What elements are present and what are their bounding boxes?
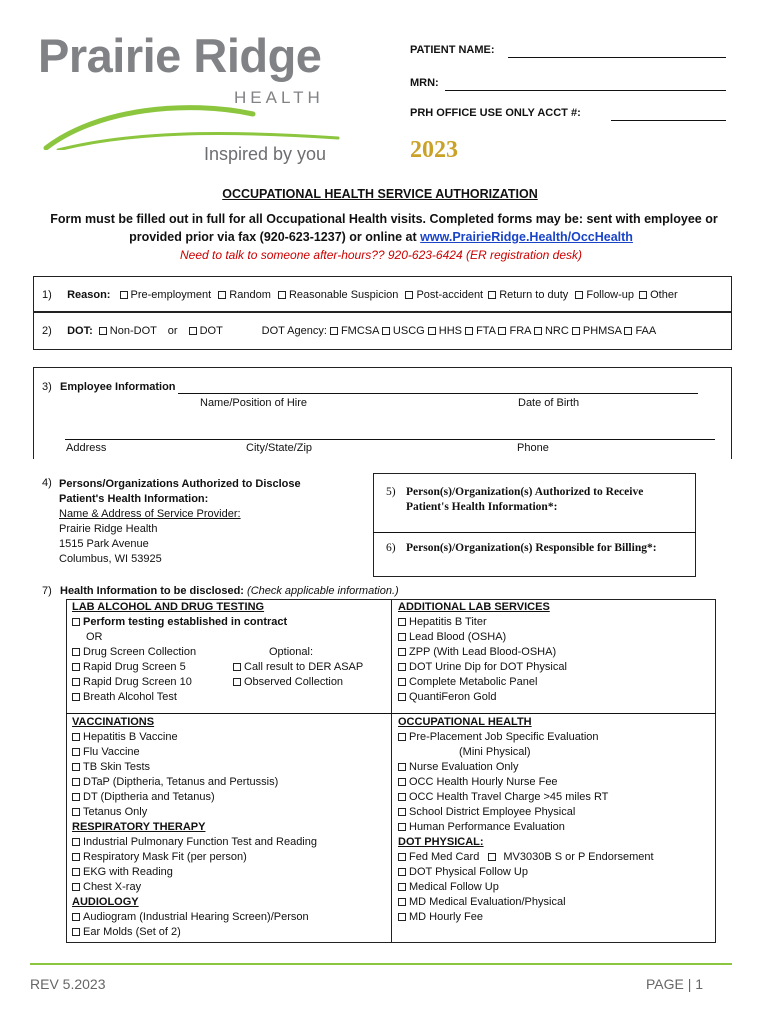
respiratory-heading: RESPIRATORY THERAPY <box>72 821 206 833</box>
reason-option[interactable]: Random <box>218 289 271 301</box>
occ-item[interactable]: Pre-Placement Job Specific Evaluation <box>398 730 654 745</box>
agency-option[interactable]: USCG <box>382 325 425 337</box>
reason-option[interactable]: Pre-employment <box>120 289 212 301</box>
employee-info-label: Employee Information <box>60 381 176 393</box>
address-caption: Address <box>66 442 107 454</box>
checkbox-icon[interactable] <box>398 808 406 816</box>
vaccination-item[interactable]: TB Skin Tests <box>72 760 317 775</box>
agency-option[interactable]: PHMSA <box>572 325 622 337</box>
instructions-prefix: provided prior via fax (920-623-1237) or online at <box>129 230 421 244</box>
instructions-line1: Form must be filled out in full for all Occupational Health visits. Completed forms may be: sent with employee or <box>50 212 718 226</box>
checkbox-icon[interactable] <box>398 763 406 771</box>
checkbox-icon[interactable] <box>488 853 496 861</box>
checkbox-icon[interactable] <box>575 291 583 299</box>
checkbox-icon[interactable] <box>398 648 406 656</box>
billing-title: Person(s)/Organization(s) Responsible for Billing*: <box>406 542 657 554</box>
agency-option[interactable]: FMCSA <box>330 325 379 337</box>
agency-option[interactable]: FTA <box>465 325 495 337</box>
receive-block: 5) Person(s)/Organization(s) Authorized to Receive Patient's Health Information*: <box>386 486 644 513</box>
reason-row <box>42 289 678 301</box>
or-text: or <box>167 325 178 337</box>
receive-title-1: Person(s)/Organization(s) Authorized to Receive <box>406 486 644 498</box>
receive-title-2: Patient's Health Information*: <box>406 501 558 513</box>
dot-option[interactable]: DOT <box>189 325 223 337</box>
checkbox-icon[interactable] <box>72 868 80 876</box>
lab-item[interactable]: QuantiFeron Gold <box>398 690 567 705</box>
occhealth-link[interactable]: www.PrairieRidge.Health/OccHealth <box>420 230 633 244</box>
vaccinations-section <box>72 715 317 940</box>
agency-option[interactable]: FRA <box>498 325 530 337</box>
checkbox-icon[interactable] <box>72 648 80 656</box>
occ-item[interactable]: Nurse Evaluation Only <box>398 760 654 775</box>
checkbox-icon[interactable] <box>72 678 80 686</box>
checkbox-icon[interactable] <box>72 928 80 936</box>
page-number: PAGE | 1 <box>646 976 704 992</box>
section-2-number: 2) <box>42 325 52 337</box>
checkbox-icon[interactable] <box>498 327 506 335</box>
section-7-number: 7) <box>42 585 52 597</box>
checkbox-icon[interactable] <box>488 291 496 299</box>
respiratory-item[interactable]: Industrial Pulmonary Function Test and Reading <box>72 835 317 850</box>
lab-item[interactable]: Observed Collection <box>233 675 363 690</box>
checkbox-icon[interactable] <box>72 853 80 861</box>
lab-item[interactable]: Rapid Drug Screen 10 <box>72 675 287 690</box>
checkbox-icon[interactable] <box>624 327 632 335</box>
nondot-option[interactable]: Non-DOT <box>99 325 157 337</box>
checkbox-icon[interactable] <box>233 663 241 671</box>
vaccinations-heading: VACCINATIONS <box>72 716 155 728</box>
logo-name: Prairie Ridge <box>38 29 322 82</box>
dot-physical-heading: DOT PHYSICAL: <box>398 836 484 848</box>
footer-rule <box>30 963 732 965</box>
checkbox-icon[interactable] <box>189 327 197 335</box>
lab-item[interactable]: Breath Alcohol Test <box>72 690 287 705</box>
logo-tagline: Inspired by you <box>204 144 327 164</box>
checkbox-icon[interactable] <box>72 793 80 801</box>
grid-horizontal-divider <box>66 713 716 714</box>
acct-field[interactable] <box>611 120 726 121</box>
dot-row <box>42 325 656 337</box>
audiology-item[interactable]: Ear Molds (Set of 2) <box>72 925 317 940</box>
phone-caption: Phone <box>517 442 549 454</box>
checkbox-icon[interactable] <box>428 327 436 335</box>
respiratory-item[interactable]: EKG with Reading <box>72 865 317 880</box>
dob-caption: Date of Birth <box>518 397 580 409</box>
checkbox-icon[interactable] <box>398 693 406 701</box>
occ-item[interactable]: School District Employee Physical <box>398 805 654 820</box>
lab-optional <box>233 645 363 690</box>
provider-street: 1515 Park Avenue <box>59 538 149 550</box>
name-position-field[interactable] <box>178 393 698 394</box>
checkbox-icon[interactable] <box>72 618 80 626</box>
vaccination-item[interactable]: Tetanus Only <box>72 805 317 820</box>
acct-label: PRH OFFICE USE ONLY ACCT #: <box>410 107 581 119</box>
respiratory-item[interactable]: Chest X-ray <box>72 880 317 895</box>
dot-physical-item[interactable]: MD Hourly Fee <box>398 910 654 925</box>
dot-physical-item[interactable]: MD Medical Evaluation/Physical <box>398 895 654 910</box>
additional-lab-heading: ADDITIONAL LAB SERVICES <box>398 601 550 613</box>
checkbox-icon[interactable] <box>398 898 406 906</box>
lab-testing-heading: LAB ALCOHOL AND DRUG TESTING <box>72 601 265 613</box>
dot-label: DOT: <box>67 325 93 337</box>
dot-physical-item[interactable]: Medical Follow Up <box>398 880 654 895</box>
occ-item[interactable]: OCC Health Travel Charge >45 miles RT <box>398 790 654 805</box>
checkbox-icon[interactable] <box>639 291 647 299</box>
checkbox-icon[interactable] <box>398 793 406 801</box>
lab-item[interactable]: Complete Metabolic Panel <box>398 675 567 690</box>
section-3-number: 3) <box>42 381 52 393</box>
checkbox-icon[interactable] <box>72 808 80 816</box>
checkbox-icon[interactable] <box>72 913 80 921</box>
city-state-zip-caption: City/State/Zip <box>246 442 313 454</box>
checkbox-icon[interactable] <box>398 633 406 641</box>
occ-health-heading: OCCUPATIONAL HEALTH <box>398 716 532 728</box>
vaccination-item[interactable]: Flu Vaccine <box>72 745 317 760</box>
grid-vertical-divider <box>391 599 392 943</box>
lab-item[interactable]: Perform testing established in contract <box>72 615 287 630</box>
lab-item[interactable]: Call result to DER ASAP <box>233 660 363 675</box>
checkbox-icon[interactable] <box>72 663 80 671</box>
dot-physical-item[interactable]: Fed Med Card MV3030B S or P Endorsement <box>398 850 654 865</box>
checkbox-icon[interactable] <box>72 763 80 771</box>
reason-option[interactable]: Other <box>639 289 678 301</box>
checkbox-icon[interactable] <box>398 883 406 891</box>
section-4-number: 4) <box>42 477 52 489</box>
checkbox-icon[interactable] <box>534 327 542 335</box>
additional-lab-section <box>398 600 567 705</box>
section-1-number: 1) <box>42 289 52 301</box>
health-info-heading: Health Information to be disclosed: (Check applicable information.) <box>60 585 399 597</box>
agency-option[interactable]: NRC <box>534 325 569 337</box>
checkbox-icon[interactable] <box>405 291 413 299</box>
disclose-title-2: Patient's Health Information: <box>59 493 209 505</box>
checkbox-icon[interactable] <box>382 327 390 335</box>
lab-item[interactable]: Rapid Drug Screen 5 <box>72 660 287 675</box>
checkbox-icon[interactable] <box>398 823 406 831</box>
audiology-item[interactable]: Audiogram (Industrial Hearing Screen)/Person <box>72 910 317 925</box>
vaccination-item[interactable]: DT (Diptheria and Tetanus) <box>72 790 317 805</box>
lab-item[interactable]: Lead Blood (OSHA) <box>398 630 567 645</box>
provider-city: Columbus, WI 53925 <box>59 553 162 565</box>
checkbox-icon[interactable] <box>99 327 107 335</box>
reason-option[interactable]: Follow-up <box>575 289 634 301</box>
occ-item[interactable]: OCC Health Hourly Nurse Fee <box>398 775 654 790</box>
checkbox-icon[interactable] <box>398 618 406 626</box>
checkbox-icon[interactable] <box>233 678 241 686</box>
checkbox-icon[interactable] <box>398 663 406 671</box>
checkbox-icon[interactable] <box>72 883 80 891</box>
patient-name-label: PATIENT NAME: <box>410 44 495 56</box>
reason-option[interactable]: Return to duty <box>488 289 568 301</box>
checkbox-icon[interactable] <box>465 327 473 335</box>
checkbox-icon[interactable] <box>398 778 406 786</box>
vaccination-item[interactable]: Hepatitis B Vaccine <box>72 730 317 745</box>
checkbox-icon[interactable] <box>72 778 80 786</box>
agency-option[interactable]: FAA <box>624 325 656 337</box>
reason-option[interactable]: Post-accident <box>405 289 483 301</box>
checkbox-icon[interactable] <box>72 733 80 741</box>
logo-health: HEALTH <box>234 88 324 107</box>
reason-label: Reason: <box>67 289 111 301</box>
mrn-field[interactable] <box>445 90 726 91</box>
checkbox-icon[interactable] <box>218 291 226 299</box>
reason-option[interactable]: Reasonable Suspicion <box>278 289 398 301</box>
lab-item[interactable]: Drug Screen Collection <box>72 645 287 660</box>
mini-physical-note: (Mini Physical) <box>459 746 531 758</box>
checkbox-icon[interactable] <box>278 291 286 299</box>
name-position-caption: Name/Position of Hire <box>200 397 307 409</box>
vaccination-item[interactable]: DTaP (Diptheria, Tetanus and Pertussis) <box>72 775 317 790</box>
occ-item[interactable]: Human Performance Evaluation <box>398 820 654 835</box>
checkbox-icon[interactable] <box>398 678 406 686</box>
form-title: OCCUPATIONAL HEALTH SERVICE AUTHORIZATION <box>222 187 538 201</box>
lab-or: OR <box>86 631 103 643</box>
checkbox-icon[interactable] <box>72 748 80 756</box>
respiratory-item[interactable]: Respiratory Mask Fit (per person) <box>72 850 317 865</box>
receive-billing-divider <box>373 532 696 533</box>
lab-item[interactable]: DOT Urine Dip for DOT Physical <box>398 660 567 675</box>
lab-item[interactable]: ZPP (With Lead Blood-OSHA) <box>398 645 567 660</box>
year-label: 2023 <box>410 137 458 163</box>
provider-subheading: Name & Address of Service Provider: <box>59 508 241 520</box>
checkbox-icon[interactable] <box>398 853 406 861</box>
occ-health-section <box>398 715 654 925</box>
billing-block: 6) Person(s)/Organization(s) Responsible for Billing*: <box>386 542 657 554</box>
instructions-line2 <box>0 230 762 244</box>
checkbox-icon[interactable] <box>72 838 80 846</box>
logo <box>38 28 348 168</box>
patient-name-field[interactable] <box>508 57 726 58</box>
lab-item[interactable]: Hepatitis B Titer <box>398 615 567 630</box>
dot-agency-label: DOT Agency: <box>261 325 327 337</box>
provider-name: Prairie Ridge Health <box>59 523 158 535</box>
checkbox-icon[interactable] <box>398 868 406 876</box>
after-hours-note: Need to talk to someone after-hours?? 920-623-6424 (ER registration desk) <box>179 248 582 262</box>
disclose-title-1: Persons/Organizations Authorized to Disclose <box>59 478 301 490</box>
checkbox-icon[interactable] <box>572 327 580 335</box>
mrn-label: MRN: <box>410 77 439 89</box>
checkbox-icon[interactable] <box>398 913 406 921</box>
checkbox-icon[interactable] <box>72 693 80 701</box>
checkbox-icon[interactable] <box>330 327 338 335</box>
revision-label: REV 5.2023 <box>30 976 106 992</box>
dot-physical-item[interactable]: DOT Physical Follow Up <box>398 865 654 880</box>
address-field[interactable] <box>65 439 715 440</box>
checkbox-icon[interactable] <box>398 733 406 741</box>
agency-option[interactable]: HHS <box>428 325 462 337</box>
section-disclose <box>59 477 301 567</box>
audiology-heading: AUDIOLOGY <box>72 896 139 908</box>
checkbox-icon[interactable] <box>120 291 128 299</box>
optional-label: Optional: <box>269 646 314 658</box>
